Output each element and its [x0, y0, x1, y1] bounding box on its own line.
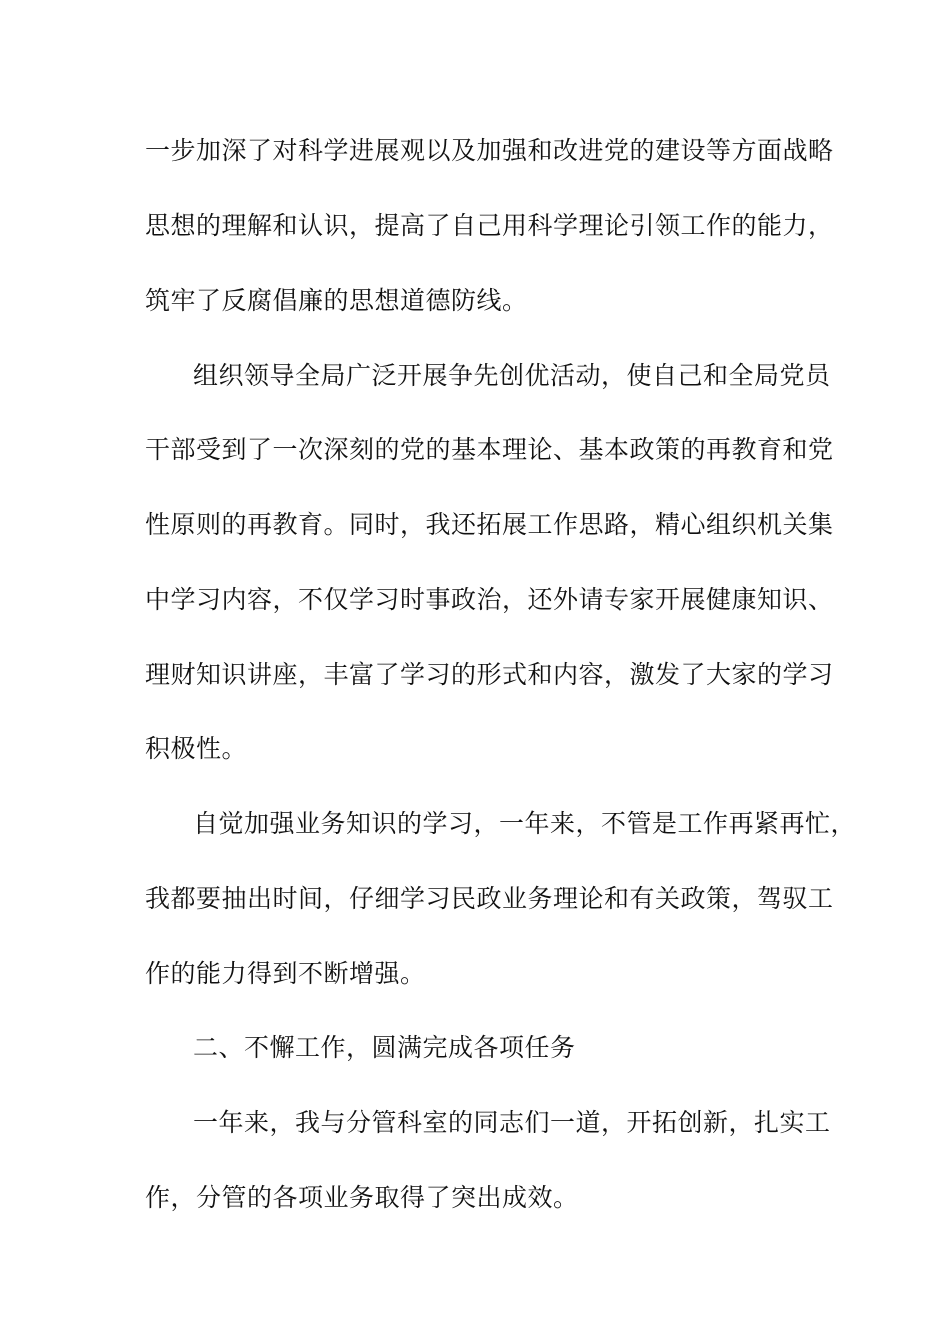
text-line: 筑牢了反腐倡廉的思想道德防线。	[145, 286, 528, 315]
paragraph-first-line: 组织领导全局广泛开展争先创优活动，使自己和全局党员	[193, 361, 831, 390]
paragraph-first-line: 自觉加强业务知识的学习，一年来，不管是工作再紧再忙，	[193, 809, 857, 838]
paragraph-first-line: 一年来，我与分管科室的同志们一道，开拓创新，扎实工	[193, 1108, 831, 1137]
text-line: 一步加深了对科学进展观以及加强和改进党的建设等方面战略	[145, 136, 834, 165]
text-line: 作，分管的各项业务取得了突出成效。	[145, 1183, 579, 1212]
text-line: 作的能力得到不断增强。	[145, 959, 426, 988]
text-line: 理财知识讲座，丰富了学习的形式和内容，激发了大家的学习	[145, 660, 834, 689]
text-line: 思想的理解和认识，提高了自己用科学理论引领工作的能力，	[145, 211, 834, 240]
text-line: 中学习内容，不仅学习时事政治，还外请专家开展健康知识、	[145, 585, 834, 614]
text-line: 干部受到了一次深刻的党的基本理论、基本政策的再教育和党	[145, 435, 834, 464]
text-line: 我都要抽出时间，仔细学习民政业务理论和有关政策，驾驭工	[145, 884, 834, 913]
text-line: 积极性。	[145, 734, 248, 763]
text-line: 性原则的再教育。同时，我还拓展工作思路，精心组织机关集	[145, 510, 834, 539]
section-heading: 二、不懈工作，圆满完成各项任务	[193, 1033, 576, 1062]
